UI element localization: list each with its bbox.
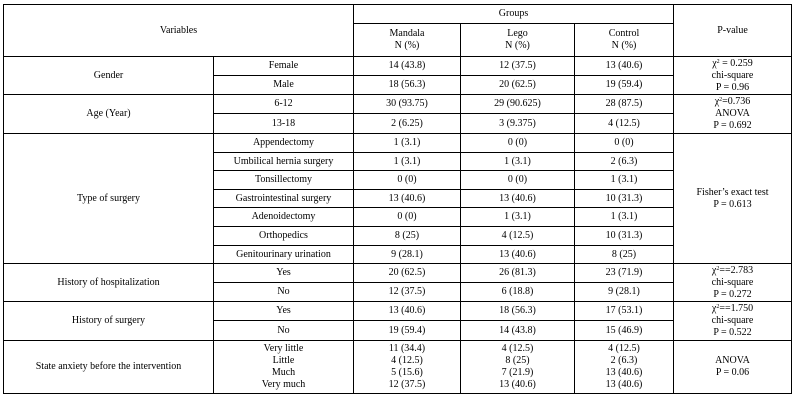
mandala-cell: 1 (3.1) — [354, 153, 461, 171]
anxiety-lego — [461, 341, 575, 394]
demographics-table — [3, 4, 792, 394]
gender-pvalue-test: chi-square — [711, 69, 754, 81]
lego-cell: 14 (43.8) — [461, 321, 575, 341]
level-cell: No — [214, 283, 354, 302]
level-cell: Adenoidectomy — [214, 208, 354, 227]
level-cell: Gastrointestinal surgery — [214, 190, 354, 208]
anxiety-label: State anxiety before the intervention — [4, 341, 214, 394]
control-line: 13 (40.6) — [605, 367, 643, 378]
header-row-1 — [4, 5, 792, 24]
anxiety-levels — [214, 341, 354, 394]
surgery-type-pvalue-test: Fisher’s exact test — [696, 186, 769, 198]
level-cell: Genitourinary urination — [214, 246, 354, 264]
header-mandala — [354, 24, 461, 57]
level-cell: Female — [214, 57, 354, 76]
control-cell: 23 (71.9) — [575, 264, 674, 283]
lego-cell: 6 (18.8) — [461, 283, 575, 302]
mandala-line: 4 (12.5) — [391, 355, 423, 366]
header-pvalue: P-value — [674, 5, 792, 57]
surgery-history-label: History of surgery — [4, 302, 214, 341]
control-line: 2 (6.3) — [610, 355, 638, 366]
lego-cell: 20 (62.5) — [461, 76, 575, 95]
mandala-cell: 13 (40.6) — [354, 302, 461, 321]
surgery-history-pvalue-test: chi-square — [711, 315, 754, 326]
mandala-cell: 13 (40.6) — [354, 190, 461, 208]
lego-cell: 3 (9.375) — [461, 114, 575, 134]
gender-label: Gender — [4, 57, 214, 95]
level-cell: Tonsillectomy — [214, 171, 354, 190]
control-cell: 0 (0) — [575, 134, 674, 153]
hospitalization-pvalue-p: P = 0.272 — [713, 288, 752, 300]
mandala-line: 12 (37.5) — [388, 379, 426, 390]
lego-cell: 13 (40.6) — [461, 190, 575, 208]
level-cell: Male — [214, 76, 354, 95]
level-cell: 6-12 — [214, 95, 354, 114]
anxiety-pvalue-test: ANOVA — [715, 355, 750, 366]
mandala-line: 11 (34.4) — [388, 343, 426, 354]
gender-pvalue-stat: $\chi^2 = 0.259$ — [712, 57, 753, 69]
surgery-history-pvalue-stat: $\chi^2==1.750$ — [711, 303, 754, 314]
lego-cell: 4 (12.5) — [461, 227, 575, 246]
level-cell: No — [214, 321, 354, 341]
hospitalization-pvalue — [674, 264, 792, 302]
gender-pvalue-p: P = 0.96 — [715, 81, 750, 93]
table-row — [4, 341, 792, 394]
age-pvalue — [674, 95, 792, 134]
table-row — [4, 302, 792, 321]
mandala-cell: 14 (43.8) — [354, 57, 461, 76]
age-pvalue-p: P = 0.692 — [713, 120, 752, 131]
header-mandala-label: Mandala — [389, 28, 425, 39]
lego-cell: 12 (37.5) — [461, 57, 575, 76]
mandala-line: 5 (15.6) — [391, 367, 423, 378]
control-cell: 9 (28.1) — [575, 283, 674, 302]
mandala-cell: 8 (25) — [354, 227, 461, 246]
lego-line: 13 (40.6) — [499, 379, 536, 390]
level-cell: Yes — [214, 302, 354, 321]
control-cell: 13 (40.6) — [575, 57, 674, 76]
control-cell: 10 (31.3) — [575, 227, 674, 246]
level-line: Very much — [261, 379, 306, 390]
lego-line: 8 (25) — [505, 355, 530, 366]
mandala-cell: 0 (0) — [354, 208, 461, 227]
mandala-cell: 1 (3.1) — [354, 134, 461, 153]
mandala-cell: 2 (6.25) — [354, 114, 461, 134]
gender-pvalue — [674, 57, 792, 95]
anxiety-pvalue-p: P = 0.06 — [715, 367, 750, 378]
table-row — [4, 57, 792, 76]
anxiety-pvalue — [674, 341, 792, 394]
surgery-type-pvalue — [674, 134, 792, 264]
mandala-cell: 30 (93.75) — [354, 95, 461, 114]
surgery-history-pvalue — [674, 302, 792, 341]
control-cell: 4 (12.5) — [575, 114, 674, 134]
level-cell: Yes — [214, 264, 354, 283]
header-lego-label: Lego — [507, 28, 528, 39]
control-cell: 28 (87.5) — [575, 95, 674, 114]
mandala-cell: 0 (0) — [354, 171, 461, 190]
header-variables: Variables — [4, 5, 354, 57]
anxiety-control — [575, 341, 674, 394]
table-container — [3, 4, 792, 394]
lego-cell: 18 (56.3) — [461, 302, 575, 321]
lego-cell: 13 (40.6) — [461, 246, 575, 264]
control-cell: 19 (59.4) — [575, 76, 674, 95]
lego-cell: 29 (90.625) — [461, 95, 575, 114]
mandala-cell: 18 (56.3) — [354, 76, 461, 95]
control-cell: 17 (53.1) — [575, 302, 674, 321]
hospitalization-pvalue-stat: $\chi^2==2.783$ — [711, 264, 754, 276]
level-cell: Appendectomy — [214, 134, 354, 153]
control-cell: 10 (31.3) — [575, 190, 674, 208]
header-mandala-unit: N (%) — [394, 40, 420, 51]
age-pvalue-stat: $\chi^2=0.736$ — [714, 96, 751, 107]
lego-cell: 26 (81.3) — [461, 264, 575, 283]
control-cell: 15 (46.9) — [575, 321, 674, 341]
lego-cell: 0 (0) — [461, 171, 575, 190]
level-line: Little — [272, 355, 295, 366]
level-line: Very little — [263, 343, 304, 354]
surgery-history-pvalue-p: P = 0.522 — [713, 327, 752, 338]
control-line: 13 (40.6) — [605, 379, 643, 390]
header-groups: Groups — [354, 5, 674, 24]
anxiety-mandala — [354, 341, 461, 394]
control-cell: 1 (3.1) — [575, 171, 674, 190]
control-line: 4 (12.5) — [608, 343, 640, 354]
mandala-cell: 20 (62.5) — [354, 264, 461, 283]
header-control-unit: N (%) — [611, 40, 637, 51]
header-control — [575, 24, 674, 57]
mandala-cell: 19 (59.4) — [354, 321, 461, 341]
control-cell: 2 (6.3) — [575, 153, 674, 171]
surgery-type-pvalue-p: P = 0.613 — [713, 198, 752, 210]
age-label: Age (Year) — [4, 95, 214, 134]
lego-line: 7 (21.9) — [501, 367, 534, 378]
lego-cell: 1 (3.1) — [461, 153, 575, 171]
level-cell: Umbilical hernia surgery — [214, 153, 354, 171]
lego-cell: 0 (0) — [461, 134, 575, 153]
table-row — [4, 95, 792, 114]
mandala-cell: 12 (37.5) — [354, 283, 461, 302]
control-cell: 8 (25) — [575, 246, 674, 264]
table-row — [4, 134, 792, 153]
level-cell: Orthopedics — [214, 227, 354, 246]
header-lego — [461, 24, 575, 57]
surgery-type-label: Type of surgery — [4, 134, 214, 264]
mandala-cell: 9 (28.1) — [354, 246, 461, 264]
table-row — [4, 264, 792, 283]
hospitalization-pvalue-test: chi-square — [711, 276, 754, 288]
lego-line: 4 (12.5) — [501, 343, 534, 354]
control-cell: 1 (3.1) — [575, 208, 674, 227]
header-lego-unit: N (%) — [505, 40, 530, 51]
level-cell: 13-18 — [214, 114, 354, 134]
header-control-label: Control — [608, 28, 640, 39]
hospitalization-label: History of hospitalization — [4, 264, 214, 302]
age-pvalue-test: ANOVA — [715, 108, 750, 119]
level-line: Much — [271, 367, 296, 378]
lego-cell: 1 (3.1) — [461, 208, 575, 227]
